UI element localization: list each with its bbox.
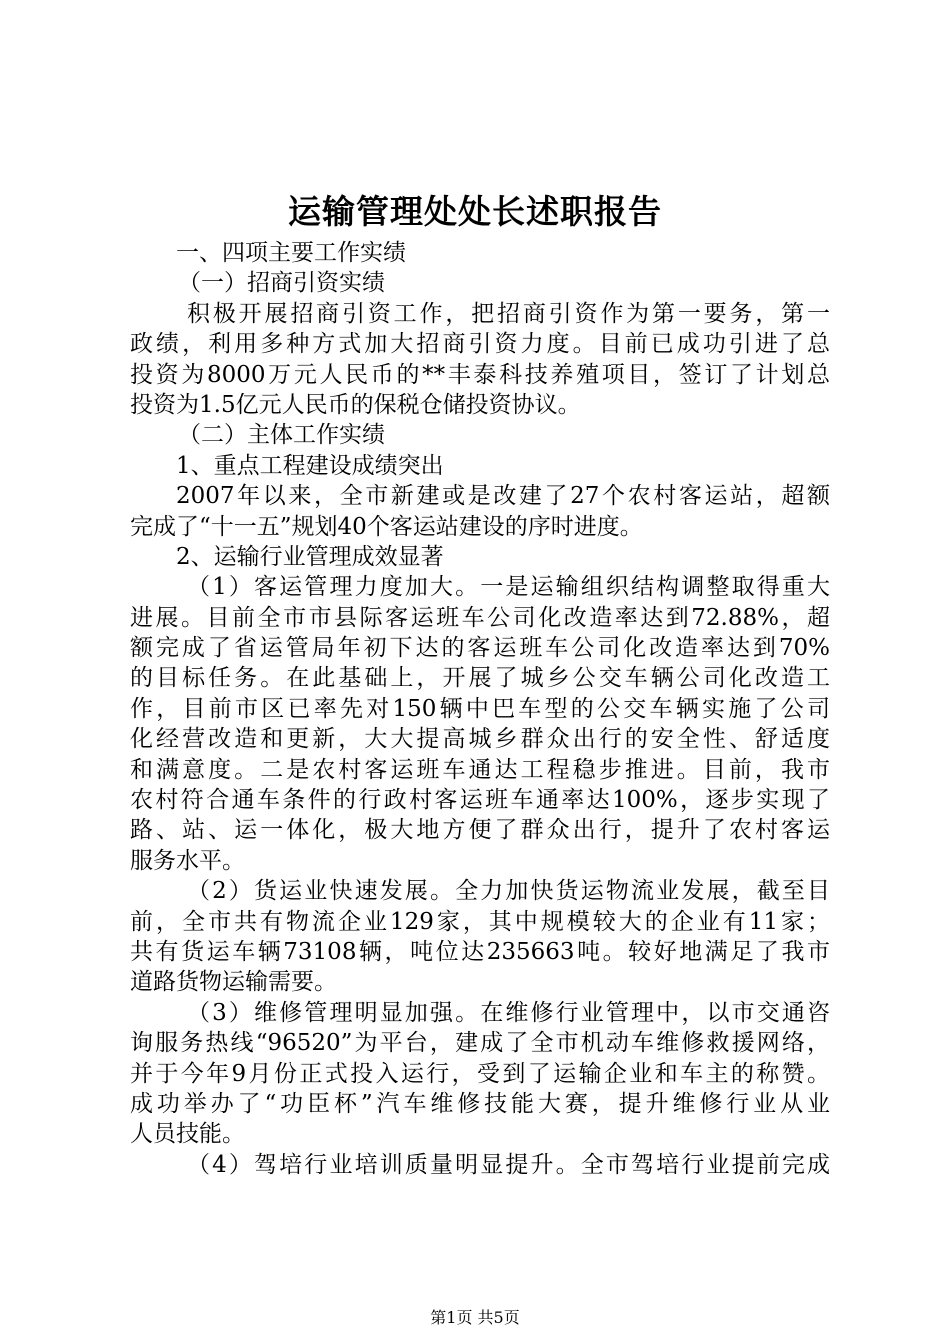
paragraph-line: 并于今年9月份正式投入运行，受到了运输企业和车主的称赞。 — [130, 1060, 830, 1087]
paragraph-line: 前，全市共有物流企业129家，其中规模较大的企业有11家； — [130, 908, 830, 935]
paragraph-line: 积极开展招商引资工作，把招商引资作为第一要务，第一 — [187, 300, 830, 327]
paragraph-line: 进展。目前全市市县际客运班车公司化改造率达到72.88%，超 — [130, 604, 830, 631]
item-heading: 2、运输行业管理成效显著 — [176, 543, 444, 570]
paragraph-line: 2007年以来，全市新建或是改建了27个农村客运站，超额 — [176, 483, 830, 510]
paragraph-line: （3）维修管理明显加强。在维修行业管理中，以市交通咨 — [187, 999, 830, 1026]
paragraph-line: 作，目前市区已率先对150辆中巴车型的公交车辆实施了公司 — [130, 695, 830, 722]
section-heading: 一、四项主要工作实绩 — [176, 240, 406, 266]
paragraph-line: 额完成了省运管局年初下达的客运班车公司化改造率达到70% — [130, 635, 830, 662]
paragraph-line: 询服务热线“96520”为平台，建成了全市机动车维修救援网络， — [130, 1030, 830, 1057]
document-body — [130, 238, 830, 1180]
page-footer: 第1页 共5页 — [430, 1308, 520, 1327]
paragraph-line: 成功举办了“功臣杯”汽车维修技能大赛，提升维修行业从业 — [130, 1090, 830, 1117]
item-heading: 1、重点工程建设成绩突出 — [176, 452, 444, 479]
paragraph-line: 共有货运车辆73108辆，吨位达235663吨。较好地满足了我市 — [130, 938, 830, 965]
paragraph-line: 政绩，利用多种方式加大招商引资力度。目前已成功引进了总 — [130, 331, 830, 358]
paragraph-line: 完成了“十一五”规划40个客运站建设的序时进度。 — [130, 513, 643, 540]
paragraph-line: （1）客运管理力度加大。一是运输组织结构调整取得重大 — [187, 574, 830, 601]
document-title: 运输管理处处长述职报告 — [288, 192, 662, 231]
paragraph-line: 的目标任务。在此基础上，开展了城乡公交车辆公司化改造工 — [130, 665, 830, 692]
subsection-heading: （一）招商引资实绩 — [178, 270, 385, 297]
paragraph-line: 农村符合通车条件的行政村客运班车通率达100%，逐步实现了 — [130, 787, 830, 814]
paragraph-line: 投资为8000万元人民币的**丰泰科技养殖项目，签订了计划总 — [130, 361, 830, 388]
paragraph-line: 路、站、运一体化，极大地方便了群众出行，提升了农村客运 — [130, 817, 830, 844]
paragraph-line: 投资为1.5亿元人民币的保税仓储投资协议。 — [130, 391, 581, 418]
paragraph-line: （2）货运业快速发展。全力加快货运物流业发展，截至目 — [187, 878, 830, 905]
paragraph-line: 和满意度。二是农村客运班车通达工程稳步推进。目前，我市 — [130, 756, 830, 783]
paragraph-line: 化经营改造和更新，大大提高城乡群众出行的安全性、舒适度 — [130, 726, 830, 753]
paragraph-line: 人员技能。 — [130, 1121, 245, 1148]
paragraph-line: 道路货物运输需要。 — [130, 969, 337, 996]
subsection-heading: （二）主体工作实绩 — [178, 422, 385, 449]
paragraph-line: （4）驾培行业培训质量明显提升。全市驾培行业提前完成 — [187, 1151, 830, 1178]
paragraph-line: 服务水平。 — [130, 847, 245, 874]
